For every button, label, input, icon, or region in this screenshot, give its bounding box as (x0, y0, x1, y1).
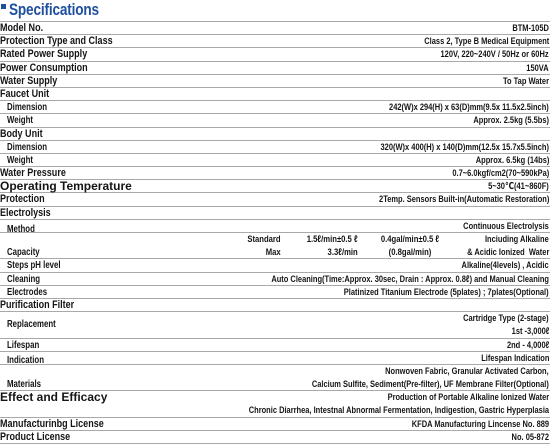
spec-row-faucet-weight (0, 114, 550, 127)
body-unit-label: Body Unit (0, 127, 43, 140)
method-value: Continuous Electrolysis (463, 220, 549, 232)
protection-label: Protection (0, 193, 45, 206)
lifespan-label: Lifespan (7, 339, 40, 351)
spec-row-rated-power (0, 48, 550, 61)
capacity-standard-metric: 1.5ℓ/min±0.5 ℓ (307, 234, 358, 245)
faucet-unit-label: Faucet Unit (0, 87, 50, 100)
spec-row-protection-type (0, 35, 550, 48)
protection-type-value: Class 2, Type B Medical Equipment (423, 36, 549, 48)
spec-section-purification-filter (0, 299, 550, 312)
lifespan-2nd-value: 2nd - 4,000ℓ (506, 339, 549, 351)
spec-row-model-no (0, 22, 550, 35)
product-license-label: Product License (0, 430, 71, 443)
power-consumption-label: Power Consumption (0, 61, 88, 74)
effect-efficacy-value-line-1: Production of Portable Alkaline Ionized Water (387, 392, 549, 404)
spec-row-electrodes (0, 286, 550, 299)
purification-filter-label: Purification Filter (0, 298, 75, 311)
spec-row-capacity-max (0, 246, 550, 259)
spec-row-method (0, 220, 550, 233)
water-pressure-label: Water Pressure (0, 167, 66, 180)
spec-row-protection (0, 193, 550, 206)
body-dimension-value: 320(W)x 400(H) x 140(D)mm(12.5x 15.7x5.5inch) (380, 141, 549, 153)
specifications-table (0, 21, 550, 444)
faucet-dimension-label: Dimension (7, 102, 48, 114)
spec-section-faucet-unit (0, 88, 550, 101)
section-heading (0, 0, 550, 20)
spec-row-water-supply (0, 75, 550, 88)
materials-value-line-2: Calcium Sulfite, Sediment(Pre-filter), UF Membrane Filter(Optional) (312, 379, 549, 391)
spec-row-body-dimension (0, 141, 550, 154)
replacement-value: Cartridge Type (2-stage) (463, 313, 549, 325)
materials-label: Materials (7, 379, 41, 391)
water-pressure-value: 0.7~6.0kgf/cm2(70~590kPa) (452, 168, 549, 180)
spec-row-faucet-dimension (0, 101, 550, 114)
power-consumption-value: 150VA (526, 62, 549, 74)
body-weight-value: Approx. 6.5kg (14bs) (475, 154, 549, 166)
water-supply-value: To Tap Water (502, 75, 549, 87)
manufacturing-license-value: KFDA Manufacturing Lincense No. 889 (411, 418, 549, 430)
spec-row-operating-temperature (0, 180, 550, 193)
capacity-max-metric: 3.3ℓ/min (327, 247, 358, 259)
spec-section-electrolysis (0, 207, 550, 220)
faucet-weight-value: Approx. 2.5kg (5.5bs) (473, 115, 549, 127)
spec-row-effect-2 (0, 404, 550, 417)
spec-row-steps-ph (0, 259, 550, 272)
spec-row-replacement (0, 312, 550, 331)
spec-row-lifespan-2nd (0, 339, 550, 352)
capacity-max-imperial: (0.8gal/min) (388, 247, 432, 259)
steps-ph-value: Alkaline(4levels) , Acidic (461, 260, 549, 272)
model-no-value: BTM-105D (512, 23, 549, 34)
square-bullet-icon (1, 4, 6, 9)
spec-row-product-license (0, 431, 550, 444)
operating-temperature-value: 5~30℃(41~860F) (488, 181, 549, 193)
manufacturing-license-label: Manufacturinbg License (0, 417, 104, 430)
method-label: Method (7, 223, 35, 235)
body-weight-label: Weight (7, 154, 33, 166)
lifespan-1st-value: 1st -3,000ℓ (511, 326, 549, 338)
spec-row-indication (0, 352, 550, 365)
indication-label: Indication (7, 354, 45, 366)
spec-row-power-consumption (0, 62, 550, 75)
rated-power-value: 120V, 220~240V / 50Hz or 60Hz (440, 49, 549, 61)
capacity-max-label: Max (266, 247, 281, 259)
protection-value: 2Temp. Sensors Built-in(Automatic Restoration) (378, 194, 549, 206)
spec-row-effect-1 (0, 391, 550, 404)
effect-efficacy-value-line-2: Chronic Diarrhea, Intestnal Abnormal Fermentation, Indigestion, Gastric Hyperplasia (248, 405, 549, 417)
cleaning-value: Auto Cleaning(Time:Approx. 30sec, Drain : Approx. 0.8ℓ) and Manual Cleaning (271, 273, 549, 285)
electrolysis-label: Electrolysis (0, 206, 51, 219)
body-dimension-label: Dimension (7, 141, 48, 153)
spec-row-body-weight (0, 154, 550, 167)
replacement-label: Replacement (7, 319, 56, 331)
rated-power-label: Rated Power Supply (0, 48, 88, 61)
faucet-weight-label: Weight (7, 115, 33, 127)
steps-ph-label: Steps pH level (7, 260, 61, 272)
faucet-dimension-value: 242(W)x 294(H) x 63(D)mm(9.5x 11.5x2.5inch) (389, 102, 549, 114)
spec-row-lifespan-1st (0, 325, 550, 338)
electrodes-label: Electrodes (7, 286, 48, 298)
capacity-label: Capacity (7, 247, 40, 259)
spec-row-cleaning (0, 273, 550, 286)
operating-temperature-label: Operating Temperature (0, 179, 132, 194)
model-no-label: Model No. (0, 22, 44, 34)
capacity-water-type-line-2: & Acidic Ionized Water (466, 247, 549, 259)
protection-type-label: Protection Type and Class (0, 35, 113, 48)
spec-section-body-unit (0, 128, 550, 141)
capacity-standard-label: Standard (247, 234, 281, 245)
page-title: Specifications (9, 0, 99, 19)
product-license-value: No. 05-872 (511, 431, 549, 443)
spec-row-capacity-standard (0, 233, 550, 246)
indication-value: Lifespan Indication (480, 352, 549, 364)
capacity-standard-imperial: 0.4gal/min±0.5 ℓ (380, 234, 440, 245)
electrodes-value: Platinized Titanium Electrode (5plates) ; 7plates(Optional) (344, 286, 549, 298)
spec-row-materials-1 (0, 365, 550, 378)
materials-value-line-1: Nonwoven Fabric, Granular Activated Carbon, (385, 365, 549, 377)
capacity-water-type-line-1: Inciuding Alkaline (485, 234, 549, 245)
water-supply-label: Water Supply (0, 74, 58, 87)
cleaning-label: Cleaning (7, 273, 41, 285)
spec-row-manufacturing-license (0, 418, 550, 431)
effect-efficacy-label: Effect and Efficacy (0, 390, 108, 405)
